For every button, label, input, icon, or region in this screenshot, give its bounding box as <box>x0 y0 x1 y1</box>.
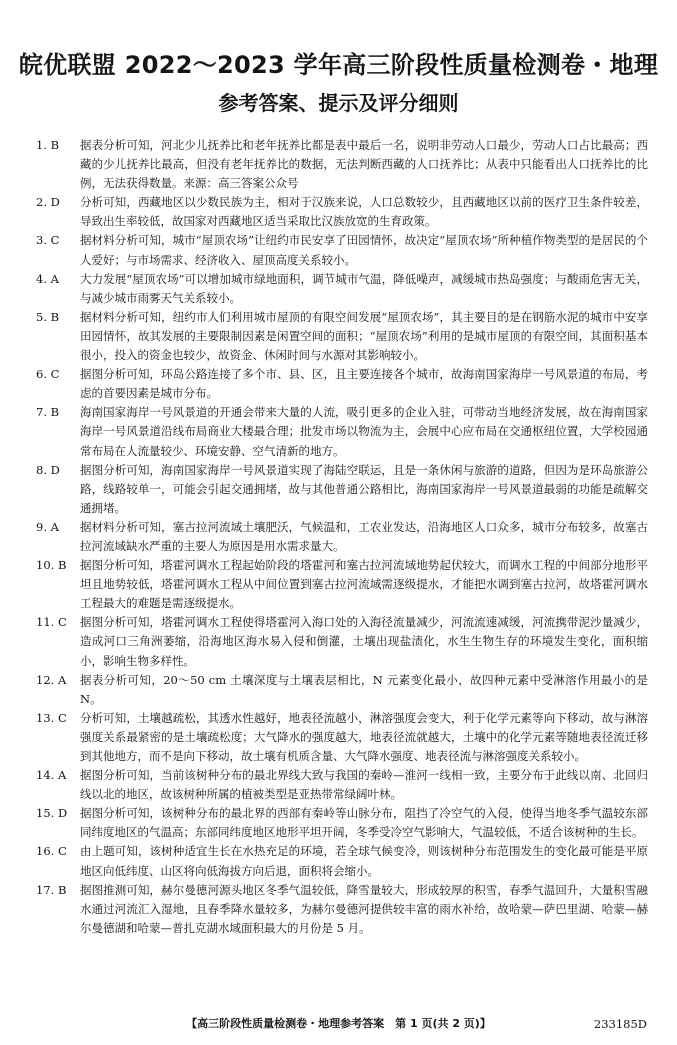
answer-number: 17. B <box>36 882 67 897</box>
answer-number: 2. D <box>36 195 60 210</box>
answer-explanation: 据图分析可知，海南国家海岸一号风景道实现了海陆空联运，且是一条休闲与旅游的道路，但因为是环岛旅游公路，线路较单一，可能会引起交通拥堵，故与其他普通公路相比，海南国家海岸一号风景道最弱的功能是疏解交通拥堵。 <box>80 462 648 515</box>
answer-item <box>36 231 648 269</box>
answer-number: 11. C <box>36 615 67 630</box>
answer-explanation: 海南国家海岸一号风景道的开通会带来大量的人流，吸引更多的企业入驻，可带动当地经济发展，故在海南国家海岸一号风景道沿线布局商业大楼最合理；批发市场以物流为主，会展中心应布局在交通枢纽位置，大学校园通常布局在人流量较少、环境安静、空气清新的地方。 <box>80 405 648 458</box>
answer-explanation: 分析可知，西藏地区以少数民族为主，相对于汉族来说，人口总数较少，且西藏地区以前的医疗卫生条件较差，导致出生率较低，故国家对西藏地区适当采取比汉族放宽的生育政策。 <box>80 195 648 229</box>
answer-number: 4. A <box>36 271 59 286</box>
answer-item <box>36 671 648 709</box>
answer-number: 13. C <box>36 710 67 725</box>
answer-item <box>36 461 648 518</box>
answer-item <box>36 709 648 766</box>
answer-item <box>36 766 648 804</box>
answer-explanation: 据图推测可知，赫尔曼德河源头地区冬季气温较低，降雪量较大，形成较厚的积雪，春季气温回升，大量积雪融水通过河流汇入湿地，且春季降水量较多，为赫尔曼德河提供较丰富的雨水补给，故哈蒙—萨巴里湖、哈蒙—赫尔曼德湖和哈蒙—普扎克湖水域面积最大的月份是 5 月。 <box>80 882 648 935</box>
answer-explanation: 据材料分析可知，城市“屋顶农场”让纽约市民安享了田园情怀，故决定“屋顶农场”所种植作物类型的是居民的个人爱好；与市场需求、经济收入、屋顶高度关系较小。 <box>80 233 648 267</box>
answer-number: 3. C <box>36 233 60 248</box>
answer-explanation: 据图分析可知，当前该树种分布的最北界线大致与我国的秦岭—淮河一线相一致，主要分布于此线以南、北回归线以北的地区，故该树种所属的植被类型是亚热带常绿阔叶林。 <box>80 768 648 802</box>
answer-item <box>36 365 648 403</box>
answer-explanation: 据表分析可知，20～50 cm 土壤深度与土壤表层相比，N 元素变化最小，故四种元素中受淋溶作用最小的是 N。 <box>80 672 648 706</box>
answer-number: 15. D <box>36 806 68 821</box>
answer-explanation: 据图分析可知，该树种分布的最北界的西部有秦岭等山脉分布，阻挡了冷空气的入侵，使得当地冬季气温较东部同纬度地区的气温高；东部同纬度地区地形平坦开阔，冬季受冷空气影响大，气温较低，不适合该树种的生长。 <box>80 806 648 840</box>
answer-explanation: 据材料分析可知，纽约市人们利用城市屋顶的有限空间发展“屋顶农场”，其主要目的是在钢筋水泥的城市中安享田园情怀，故其发展的主要限制因素是闲置空间的面积；“屋顶农场”利用的是城市屋顶的有限空间，其面积基本很小，投入的资金也较少，故资金、休闲时间与水源对其影响较小。 <box>80 309 648 363</box>
answer-number: 12. A <box>36 672 67 687</box>
answer-number: 7. B <box>36 405 60 420</box>
answer-item <box>36 270 648 308</box>
answer-item <box>36 136 648 193</box>
footer-page-label: 【高三阶段性质量检测卷・地理参考答案 第 1 页(共 2 页)】 <box>186 1017 491 1030</box>
answer-number: 5. B <box>36 309 60 324</box>
answer-list <box>36 136 648 938</box>
page-title: 皖优联盟 2022～2023 学年高三阶段性质量检测卷・地理 <box>18 51 659 79</box>
answer-explanation: 由上题可知，该树种适宜生长在水热充足的环境，若全球气候变冷，则该树种分布范围发生的变化最可能是平原地区向低纬度、山区将向低海拔方向后退，面积将会缩小。 <box>80 844 648 878</box>
answer-number: 16. C <box>36 844 67 859</box>
answer-item <box>36 556 648 613</box>
answer-explanation: 据表分析可知，河北少儿抚养比和老年抚养比都是表中最后一名，说明非劳动人口最少，劳动人口占比最高；西藏的少儿抚养比最高，但没有老年抚养比的数据，无法判断西藏的人口抚养比；从表中只能看出人口抚养比的比例，无法获得数量。来源：高三答案公众号 <box>80 138 648 191</box>
answer-number: 9. A <box>36 519 59 534</box>
answer-explanation: 据图分析可知，塔霍河调水工程起始阶段的塔霍河和塞古拉河流域地势起伏较大，而调水工程的中间部分地形平坦且地势较低，塔霍河调水工程从中间位置到塞古拉河流域需逐级提水，才能把水调到塞古拉河，故塔霍河调水工程最大的难题是需逐级提水。 <box>80 558 648 611</box>
answer-item <box>36 518 648 556</box>
answer-number: 8. D <box>36 462 60 477</box>
answer-item <box>36 308 648 365</box>
answer-explanation: 据材料分析可知，塞古拉河流域土壤肥沃，气候温和，工农业发达，沿海地区人口众多，城市分布较多，故塞古拉河流域缺水严重的主要人为原因是用水需求量大。 <box>80 519 648 553</box>
footer-code: 233185D <box>593 1017 647 1031</box>
answer-item <box>36 193 648 231</box>
answer-item <box>36 804 648 842</box>
page-subtitle: 参考答案、提示及评分细则 <box>218 91 459 115</box>
answer-explanation: 大力发展“屋顶农场”可以增加城市绿地面积，调节城市气温，降低噪声，减缓城市热岛强度；与酸雨危害无关，与减少城市雨雾天气关系较小。 <box>80 271 648 305</box>
answer-item <box>36 403 648 460</box>
answer-explanation: 据图分析可知，环岛公路连接了多个市、县、区，且主要连接各个城市，故海南国家海岸一号风景道的布局，考虑的首要因素是城市分布。 <box>80 367 648 401</box>
page-footer <box>0 1015 677 1033</box>
answer-explanation: 据图分析可知，塔霍河调水工程使得塔霍河入海口处的入海径流量减少，河流流速减缓，河流携带泥沙量减少，造成河口三角洲萎缩，沿海地区海水易入侵和倒灌，土壤出现盐渍化，水生生物生存的环境发生变化，面积缩小，影响生物多样性。 <box>80 615 648 668</box>
answer-explanation: 分析可知，土壤越疏松，其透水性越好，地表径流越小，淋溶强度会变大，利于化学元素等向下移动，故与淋溶强度关系最紧密的是土壤疏松度；大气降水的强度越大，地表径流就越大，土壤中的化学元素等随地表径流迁移到其他地方，而不是向下移动，故土壤有机质含量、大气降水强度、地表径流与淋溶强度关系较小。 <box>80 710 648 763</box>
answer-number: 6. C <box>36 367 60 382</box>
answer-item <box>36 613 648 670</box>
answer-number: 10. B <box>36 558 67 573</box>
answer-item <box>36 881 648 938</box>
answer-number: 14. A <box>36 768 67 783</box>
answer-number: 1. B <box>36 138 60 152</box>
answer-item <box>36 842 648 880</box>
